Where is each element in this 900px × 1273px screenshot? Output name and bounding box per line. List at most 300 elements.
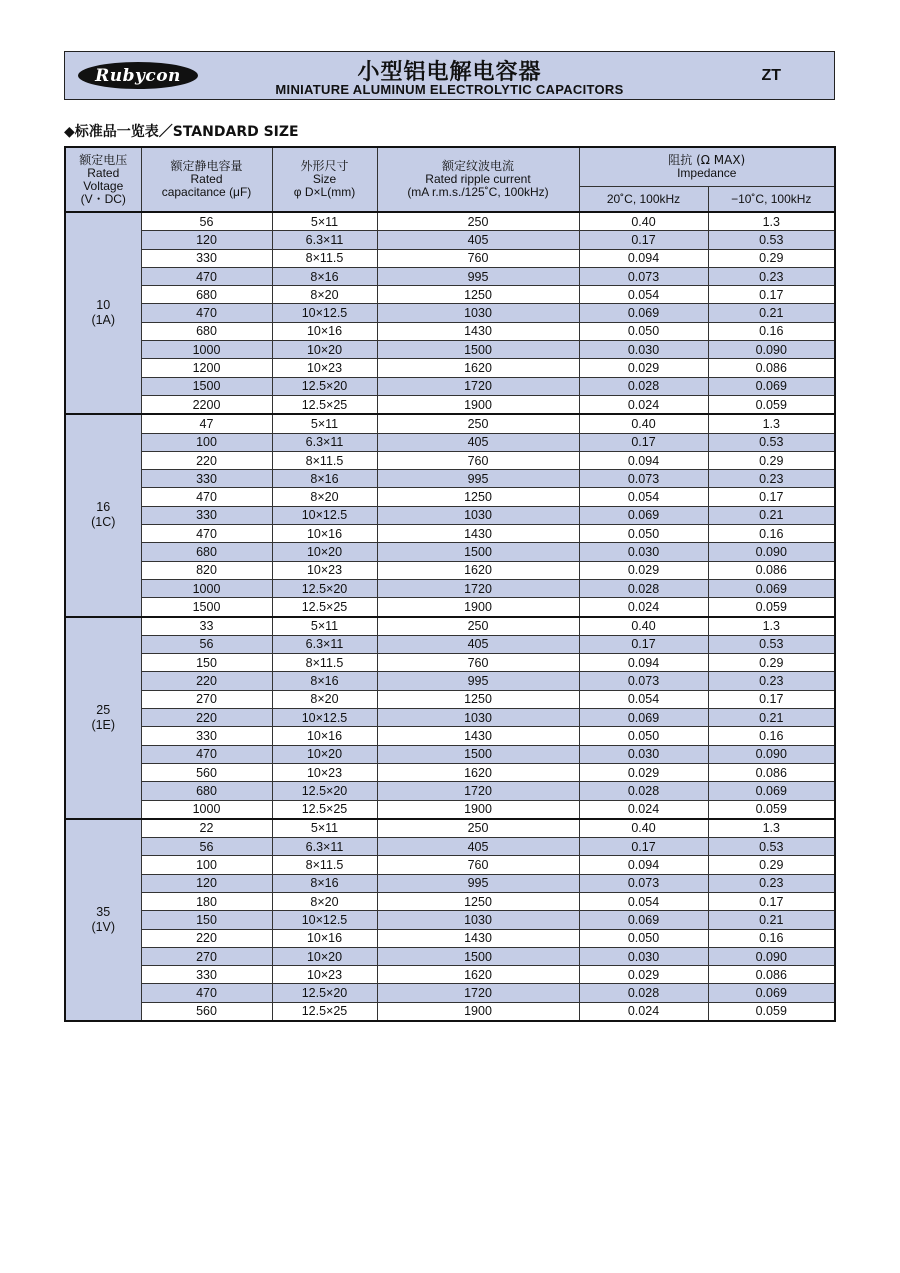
impedance-m10c-cell: 0.23: [708, 874, 835, 892]
impedance-m10c-cell: 0.29: [708, 249, 835, 267]
impedance-20c-cell: 0.028: [579, 984, 708, 1002]
impedance-m10c-cell: 0.059: [708, 598, 835, 617]
impedance-20c-cell: 0.030: [579, 543, 708, 561]
impedance-20c-cell: 0.028: [579, 579, 708, 597]
impedance-m10c-cell: 0.29: [708, 654, 835, 672]
header-impedance-20c: 20˚C, 100kHz: [579, 187, 708, 213]
impedance-20c-cell: 0.028: [579, 782, 708, 800]
table-row: [65, 672, 835, 690]
size-cell: 5×11: [272, 617, 377, 636]
table-row: [65, 231, 835, 249]
size-cell: 10×16: [272, 727, 377, 745]
voltage-code: (1A): [91, 313, 116, 328]
impedance-20c-cell: 0.069: [579, 911, 708, 929]
impedance-m10c-cell: 0.090: [708, 947, 835, 965]
table-row: [65, 414, 835, 433]
table-row: [65, 838, 835, 856]
impedance-20c-cell: 0.094: [579, 451, 708, 469]
impedance-20c-cell: 0.028: [579, 377, 708, 395]
table-row: [65, 341, 835, 359]
header-voltage: [65, 147, 141, 212]
impedance-m10c-cell: 0.17: [708, 690, 835, 708]
ripple-cell: 1900: [377, 395, 579, 414]
table-row: [65, 800, 835, 819]
impedance-m10c-cell: 0.090: [708, 543, 835, 561]
capacitance-cell: 330: [141, 470, 272, 488]
impedance-20c-cell: 0.024: [579, 1002, 708, 1021]
impedance-m10c-cell: 0.17: [708, 286, 835, 304]
ripple-cell: 1720: [377, 377, 579, 395]
impedance-m10c-cell: 0.21: [708, 709, 835, 727]
capacitance-cell: 33: [141, 617, 272, 636]
size-cell: 5×11: [272, 819, 377, 838]
ripple-cell: 1620: [377, 966, 579, 984]
capacitance-cell: 470: [141, 984, 272, 1002]
size-cell: 10×16: [272, 322, 377, 340]
table-row: [65, 525, 835, 543]
header-voltage-unit: (V・DC): [80, 191, 126, 206]
header-capacitance-en1: Rated: [190, 172, 223, 186]
table-row: [65, 579, 835, 597]
ripple-cell: 1430: [377, 929, 579, 947]
size-cell: 8×16: [272, 267, 377, 285]
capacitance-cell: 100: [141, 856, 272, 874]
ripple-cell: 995: [377, 874, 579, 892]
ripple-cell: 1900: [377, 598, 579, 617]
impedance-20c-cell: 0.029: [579, 561, 708, 579]
table-row: [65, 543, 835, 561]
table-row: [65, 212, 835, 231]
capacitance-cell: 270: [141, 947, 272, 965]
table-row: [65, 488, 835, 506]
size-cell: 12.5×20: [272, 782, 377, 800]
impedance-m10c-cell: 0.53: [708, 231, 835, 249]
size-cell: 12.5×25: [272, 395, 377, 414]
size-cell: 5×11: [272, 212, 377, 231]
impedance-m10c-cell: 0.29: [708, 856, 835, 874]
impedance-m10c-cell: 0.17: [708, 892, 835, 910]
ripple-cell: 1250: [377, 690, 579, 708]
impedance-20c-cell: 0.17: [579, 231, 708, 249]
ripple-cell: 760: [377, 856, 579, 874]
size-cell: 5×11: [272, 414, 377, 433]
voltage-code: (1V): [91, 919, 116, 934]
table-row: [65, 763, 835, 781]
impedance-20c-cell: 0.094: [579, 249, 708, 267]
table-row: [65, 984, 835, 1002]
title-english: MINIATURE ALUMINUM ELECTROLYTIC CAPACITORS: [275, 82, 624, 97]
size-cell: 8×16: [272, 672, 377, 690]
size-cell: 6.3×11: [272, 838, 377, 856]
table-row: [65, 395, 835, 414]
table-row: [65, 654, 835, 672]
voltage-code: (1C): [91, 515, 116, 530]
ripple-cell: 1030: [377, 304, 579, 322]
voltage-value: 10: [96, 298, 111, 313]
ripple-cell: 1720: [377, 579, 579, 597]
ripple-cell: 1900: [377, 800, 579, 819]
size-cell: 10×23: [272, 966, 377, 984]
capacitance-cell: 22: [141, 819, 272, 838]
size-cell: 10×16: [272, 525, 377, 543]
impedance-20c-cell: 0.069: [579, 709, 708, 727]
ripple-cell: 1500: [377, 341, 579, 359]
impedance-m10c-cell: 0.17: [708, 488, 835, 506]
impedance-20c-cell: 0.073: [579, 672, 708, 690]
size-cell: 8×16: [272, 874, 377, 892]
ripple-cell: 1430: [377, 525, 579, 543]
capacitance-cell: 680: [141, 782, 272, 800]
impedance-m10c-cell: 0.069: [708, 984, 835, 1002]
header-voltage-cn: 额定电压: [79, 152, 128, 167]
header-capacitance: [141, 147, 272, 212]
table-row: [65, 506, 835, 524]
capacitance-cell: 120: [141, 231, 272, 249]
impedance-m10c-cell: 0.23: [708, 672, 835, 690]
impedance-20c-cell: 0.069: [579, 304, 708, 322]
size-cell: 8×16: [272, 470, 377, 488]
header-voltage-en1: Rated: [87, 165, 120, 180]
impedance-20c-cell: 0.094: [579, 856, 708, 874]
ripple-cell: 1250: [377, 286, 579, 304]
size-cell: 10×12.5: [272, 911, 377, 929]
title-chinese: 小型铝电解电容器: [357, 60, 542, 85]
header-ripple-cn: 额定纹波电流: [441, 159, 514, 173]
impedance-20c-cell: 0.050: [579, 727, 708, 745]
size-cell: 10×23: [272, 763, 377, 781]
size-cell: 8×20: [272, 892, 377, 910]
header-capacitance-cn: 额定静电容量: [170, 159, 243, 173]
capacitance-cell: 100: [141, 433, 272, 451]
capacitance-cell: 1500: [141, 377, 272, 395]
table-row: [65, 470, 835, 488]
impedance-m10c-cell: 0.29: [708, 451, 835, 469]
ripple-cell: 250: [377, 819, 579, 838]
impedance-m10c-cell: 0.16: [708, 727, 835, 745]
table-row: [65, 727, 835, 745]
impedance-20c-cell: 0.050: [579, 929, 708, 947]
capacitance-cell: 150: [141, 654, 272, 672]
ripple-cell: 250: [377, 414, 579, 433]
impedance-20c-cell: 0.17: [579, 635, 708, 653]
header-impedance-en: Impedance: [677, 166, 737, 180]
capacitance-cell: 120: [141, 874, 272, 892]
capacitance-cell: 330: [141, 506, 272, 524]
capacitance-cell: 1500: [141, 598, 272, 617]
impedance-20c-cell: 0.073: [579, 874, 708, 892]
header-size: [272, 147, 377, 212]
series-code: ZT: [761, 67, 781, 84]
table-row: [65, 929, 835, 947]
table-body: [65, 212, 835, 1021]
ripple-cell: 1250: [377, 488, 579, 506]
capacitance-cell: 270: [141, 690, 272, 708]
capacitance-cell: 470: [141, 488, 272, 506]
table-row: [65, 322, 835, 340]
impedance-20c-cell: 0.024: [579, 800, 708, 819]
impedance-m10c-cell: 0.086: [708, 359, 835, 377]
size-cell: 12.5×25: [272, 598, 377, 617]
voltage-group-cell: [65, 819, 141, 1021]
impedance-20c-cell: 0.069: [579, 506, 708, 524]
header-capacitance-en2: capacitance (μF): [161, 185, 252, 199]
capacitance-cell: 56: [141, 635, 272, 653]
capacitance-cell: 220: [141, 929, 272, 947]
table-row: [65, 856, 835, 874]
voltage-value: 25: [96, 702, 111, 717]
impedance-m10c-cell: 1.3: [708, 212, 835, 231]
size-cell: 12.5×20: [272, 579, 377, 597]
ripple-cell: 1030: [377, 709, 579, 727]
capacitance-cell: 470: [141, 525, 272, 543]
capacitance-cell: 56: [141, 212, 272, 231]
ripple-cell: 1720: [377, 984, 579, 1002]
ripple-cell: 760: [377, 249, 579, 267]
ripple-cell: 1720: [377, 782, 579, 800]
table-row: [65, 377, 835, 395]
ripple-cell: 1250: [377, 892, 579, 910]
capacitance-cell: 180: [141, 892, 272, 910]
capacitance-cell: 2200: [141, 395, 272, 414]
impedance-m10c-cell: 0.090: [708, 341, 835, 359]
impedance-20c-cell: 0.094: [579, 654, 708, 672]
impedance-20c-cell: 0.054: [579, 488, 708, 506]
capacitance-cell: 1000: [141, 579, 272, 597]
table-row: [65, 911, 835, 929]
size-cell: 12.5×20: [272, 377, 377, 395]
impedance-m10c-cell: 0.059: [708, 800, 835, 819]
impedance-m10c-cell: 0.21: [708, 304, 835, 322]
impedance-m10c-cell: 0.059: [708, 1002, 835, 1021]
impedance-20c-cell: 0.17: [579, 838, 708, 856]
ripple-cell: 405: [377, 231, 579, 249]
impedance-20c-cell: 0.030: [579, 947, 708, 965]
impedance-20c-cell: 0.054: [579, 690, 708, 708]
capacitance-cell: 330: [141, 727, 272, 745]
impedance-m10c-cell: 0.086: [708, 561, 835, 579]
impedance-20c-cell: 0.054: [579, 286, 708, 304]
capacitance-cell: 1000: [141, 800, 272, 819]
table-row: [65, 782, 835, 800]
impedance-m10c-cell: 1.3: [708, 819, 835, 838]
voltage-value: 16: [96, 500, 111, 515]
impedance-m10c-cell: 0.21: [708, 911, 835, 929]
impedance-20c-cell: 0.40: [579, 414, 708, 433]
capacitance-cell: 470: [141, 304, 272, 322]
capacitance-cell: 560: [141, 1002, 272, 1021]
header-ripple: [377, 147, 579, 212]
ripple-cell: 1620: [377, 359, 579, 377]
ripple-cell: 405: [377, 433, 579, 451]
rubycon-logo: Rubycon: [78, 62, 198, 89]
size-cell: 12.5×20: [272, 984, 377, 1002]
ripple-cell: 1900: [377, 1002, 579, 1021]
size-cell: 6.3×11: [272, 231, 377, 249]
size-cell: 12.5×25: [272, 1002, 377, 1021]
capacitance-cell: 470: [141, 267, 272, 285]
impedance-20c-cell: 0.054: [579, 892, 708, 910]
ripple-cell: 405: [377, 838, 579, 856]
table-row: [65, 617, 835, 636]
ripple-cell: 405: [377, 635, 579, 653]
impedance-20c-cell: 0.40: [579, 617, 708, 636]
impedance-m10c-cell: 0.16: [708, 929, 835, 947]
table-row: [65, 1002, 835, 1021]
capacitance-cell: 1200: [141, 359, 272, 377]
capacitance-cell: 150: [141, 911, 272, 929]
ripple-cell: 1620: [377, 561, 579, 579]
table-row: [65, 635, 835, 653]
standard-size-table: [64, 146, 836, 1022]
section-title: ◆标准品一览表／STANDARD SIZE: [64, 124, 299, 140]
impedance-m10c-cell: 0.086: [708, 763, 835, 781]
ripple-cell: 250: [377, 212, 579, 231]
capacitance-cell: 330: [141, 249, 272, 267]
header-size-unit: φ D×L(mm): [293, 185, 356, 199]
voltage-group-cell: [65, 414, 141, 616]
table-row: [65, 892, 835, 910]
voltage-value: 35: [96, 904, 111, 919]
impedance-m10c-cell: 0.53: [708, 838, 835, 856]
table-row: [65, 304, 835, 322]
impedance-m10c-cell: 0.090: [708, 745, 835, 763]
ripple-cell: 995: [377, 672, 579, 690]
impedance-20c-cell: 0.17: [579, 433, 708, 451]
header-impedance: [579, 147, 835, 187]
ripple-cell: 1030: [377, 911, 579, 929]
size-cell: 6.3×11: [272, 635, 377, 653]
impedance-m10c-cell: 0.059: [708, 395, 835, 414]
size-cell: 8×11.5: [272, 249, 377, 267]
ripple-cell: 760: [377, 654, 579, 672]
size-cell: 10×12.5: [272, 709, 377, 727]
ripple-cell: 995: [377, 470, 579, 488]
size-cell: 10×23: [272, 359, 377, 377]
impedance-20c-cell: 0.029: [579, 966, 708, 984]
size-cell: 10×16: [272, 929, 377, 947]
header-banner: [64, 51, 835, 100]
impedance-20c-cell: 0.029: [579, 359, 708, 377]
impedance-m10c-cell: 0.21: [708, 506, 835, 524]
size-cell: 8×20: [272, 690, 377, 708]
capacitance-cell: 680: [141, 543, 272, 561]
header-impedance-cn: 阻抗 (Ω MAX): [668, 153, 746, 167]
table-row: [65, 359, 835, 377]
size-cell: 8×11.5: [272, 654, 377, 672]
header-size-en: Size: [312, 172, 337, 186]
size-cell: 10×12.5: [272, 506, 377, 524]
table-row: [65, 745, 835, 763]
size-cell: 10×20: [272, 947, 377, 965]
table-row: [65, 561, 835, 579]
impedance-20c-cell: 0.050: [579, 525, 708, 543]
impedance-20c-cell: 0.40: [579, 819, 708, 838]
impedance-m10c-cell: 0.069: [708, 579, 835, 597]
table-row: [65, 709, 835, 727]
ripple-cell: 1500: [377, 543, 579, 561]
voltage-code: (1E): [91, 717, 116, 732]
impedance-20c-cell: 0.029: [579, 763, 708, 781]
impedance-m10c-cell: 0.53: [708, 635, 835, 653]
impedance-20c-cell: 0.030: [579, 341, 708, 359]
size-cell: 8×20: [272, 488, 377, 506]
ripple-cell: 1500: [377, 947, 579, 965]
impedance-20c-cell: 0.030: [579, 745, 708, 763]
capacitance-cell: 1000: [141, 341, 272, 359]
ripple-cell: 995: [377, 267, 579, 285]
table-row: [65, 249, 835, 267]
ripple-cell: 760: [377, 451, 579, 469]
table-row: [65, 874, 835, 892]
impedance-m10c-cell: 0.069: [708, 782, 835, 800]
voltage-group-cell: [65, 212, 141, 414]
size-cell: 10×20: [272, 543, 377, 561]
ripple-cell: 1620: [377, 763, 579, 781]
ripple-cell: 1430: [377, 727, 579, 745]
table-row: [65, 690, 835, 708]
capacitance-cell: 220: [141, 672, 272, 690]
ripple-cell: 1030: [377, 506, 579, 524]
table-row: [65, 433, 835, 451]
capacitance-cell: 47: [141, 414, 272, 433]
table-row: [65, 598, 835, 617]
header-ripple-en: Rated ripple current: [425, 172, 531, 186]
size-cell: 6.3×11: [272, 433, 377, 451]
impedance-20c-cell: 0.073: [579, 267, 708, 285]
capacitance-cell: 680: [141, 322, 272, 340]
table-row: [65, 947, 835, 965]
capacitance-cell: 820: [141, 561, 272, 579]
impedance-m10c-cell: 0.23: [708, 470, 835, 488]
impedance-20c-cell: 0.050: [579, 322, 708, 340]
size-cell: 8×11.5: [272, 451, 377, 469]
impedance-20c-cell: 0.40: [579, 212, 708, 231]
capacitance-cell: 560: [141, 763, 272, 781]
impedance-20c-cell: 0.073: [579, 470, 708, 488]
capacitance-cell: 220: [141, 451, 272, 469]
size-cell: 10×20: [272, 341, 377, 359]
ripple-cell: 1430: [377, 322, 579, 340]
impedance-m10c-cell: 0.16: [708, 322, 835, 340]
capacitance-cell: 220: [141, 709, 272, 727]
voltage-group-cell: [65, 617, 141, 819]
ripple-cell: 250: [377, 617, 579, 636]
size-cell: 10×20: [272, 745, 377, 763]
header-voltage-en2: Voltage: [83, 178, 124, 193]
size-cell: 12.5×25: [272, 800, 377, 819]
capacitance-cell: 470: [141, 745, 272, 763]
header-ripple-unit: (mA r.m.s./125˚C, 100kHz): [407, 185, 549, 199]
capacitance-cell: 330: [141, 966, 272, 984]
impedance-m10c-cell: 1.3: [708, 414, 835, 433]
impedance-m10c-cell: 0.53: [708, 433, 835, 451]
impedance-m10c-cell: 0.086: [708, 966, 835, 984]
header-size-cn: 外形尺寸: [300, 159, 349, 173]
size-cell: 8×20: [272, 286, 377, 304]
capacitance-cell: 680: [141, 286, 272, 304]
impedance-m10c-cell: 0.23: [708, 267, 835, 285]
impedance-m10c-cell: 1.3: [708, 617, 835, 636]
impedance-20c-cell: 0.024: [579, 598, 708, 617]
capacitance-cell: 56: [141, 838, 272, 856]
impedance-m10c-cell: 0.069: [708, 377, 835, 395]
impedance-20c-cell: 0.024: [579, 395, 708, 414]
table-row: [65, 286, 835, 304]
table-row: [65, 451, 835, 469]
size-cell: 10×12.5: [272, 304, 377, 322]
ripple-cell: 1500: [377, 745, 579, 763]
impedance-m10c-cell: 0.16: [708, 525, 835, 543]
